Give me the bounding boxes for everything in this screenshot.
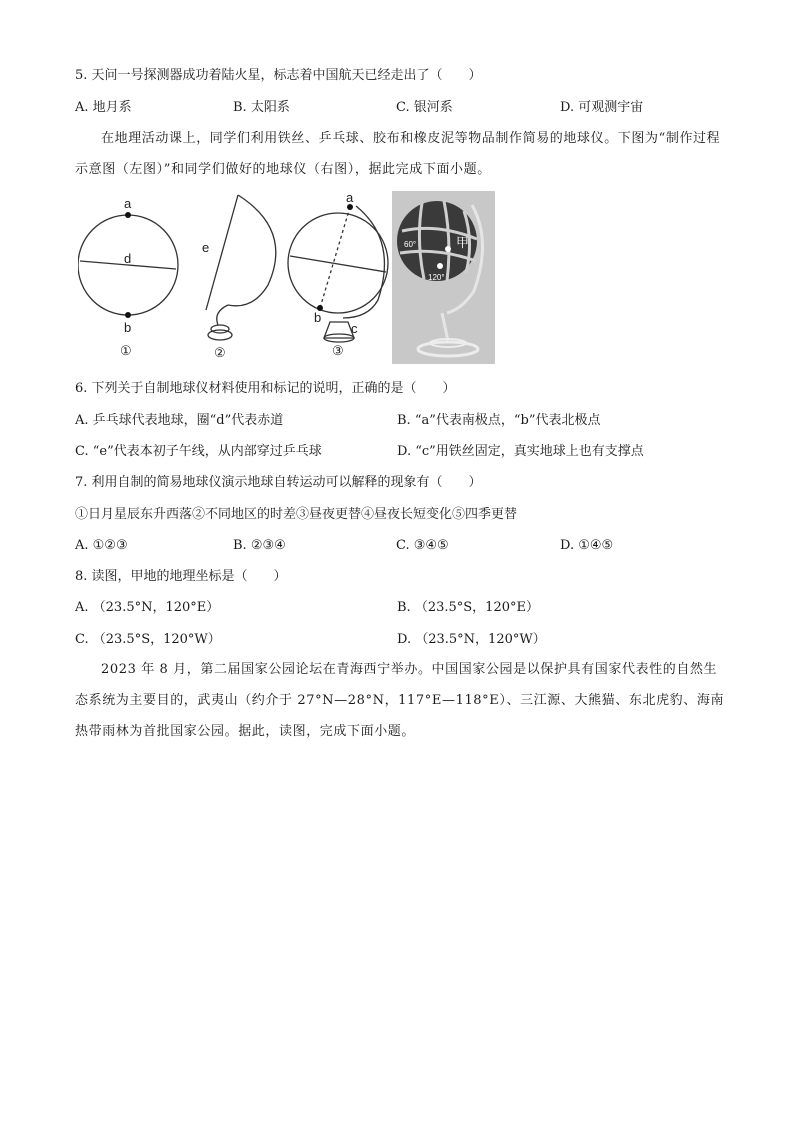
q8-option-c: C. （23.5°S，120°W） bbox=[75, 632, 221, 647]
q7-option-b: B. ②③④ bbox=[233, 538, 286, 553]
q6-stem: 6. 下列关于自制地球仪材料使用和标记的说明，正确的是（ ） bbox=[75, 381, 456, 396]
q7-items: ①日月星辰东升西落②不同地区的时差③昼夜更替④昼夜长短变化⑤四季更替 bbox=[75, 507, 518, 522]
label-60deg: 60° bbox=[404, 240, 417, 249]
q8-option-b: B. （23.5°S，120°E） bbox=[397, 600, 539, 615]
label-b: b bbox=[124, 320, 132, 335]
step-1-label: ① bbox=[120, 343, 132, 358]
q7-option-a: A. ①②③ bbox=[75, 538, 128, 553]
globe-photo-image bbox=[392, 191, 495, 364]
step2-wire-base bbox=[217, 305, 228, 325]
q5-stem: 5. 天问一号探测器成功着陆火星，标志着中国航天已经走出了（ ） bbox=[75, 68, 482, 83]
label-b-3: b bbox=[314, 310, 322, 325]
q6-option-a: A. 乒乓球代表地球，圈“d”代表赤道 bbox=[75, 413, 284, 428]
q7-option-d: D. ①④⑤ bbox=[560, 538, 614, 553]
intro-paragraph-1: 在地理活动课上，同学们利用铁丝、乒乓球、胶布和橡皮泥等物品制作简易的地球仪。下图为“制作过程示意图（左图）”和同学们做好的地球仪（右图），据此完成下面小题。 bbox=[75, 131, 721, 177]
q5-option-d: D. 可观测宇宙 bbox=[560, 100, 644, 115]
step-2-label: ② bbox=[214, 345, 226, 360]
step3-wire-arc bbox=[343, 206, 384, 318]
q6-option-c: C. “e”代表本初子午线，从内部穿过乒乓球 bbox=[75, 444, 322, 459]
q7-stem: 7. 利用自制的简易地球仪演示地球自转运动可以解释的现象有（ ） bbox=[75, 475, 482, 490]
step3-axis bbox=[320, 207, 350, 308]
label-jia: 甲 bbox=[456, 235, 470, 250]
q5-option-a: A. 地月系 bbox=[75, 100, 132, 115]
label-a: a bbox=[124, 196, 132, 211]
label-d: d bbox=[124, 251, 132, 266]
q8-stem: 8. 读图，甲地的地理坐标是（ ） bbox=[75, 569, 287, 584]
step3-circle bbox=[288, 213, 388, 313]
q5-option-b: B. 太阳系 bbox=[233, 100, 290, 115]
label-e: e bbox=[202, 240, 210, 255]
label-a-3: a bbox=[346, 190, 354, 205]
intro-paragraph-2: 2023 年 8 月，第二届国家公园论坛在青海西宁举办。中国国家公园是以保护具有国家代表性的自然生态系统为主要目的，武夷山（约介于 27°N—28°N，117°E—118°E）、三江源、大熊猫、东北虎豹、海南热带雨林为首批国家公园。据此，读图，完成下面小题。 bbox=[75, 662, 725, 739]
step3-equator bbox=[290, 256, 386, 272]
q6-option-d: D. “c”用铁丝固定，真实地球上也有支撑点 bbox=[397, 444, 644, 459]
step2-wire-arc bbox=[228, 195, 276, 306]
globe-photo bbox=[392, 191, 495, 364]
q7-option-c: C. ③④⑤ bbox=[396, 538, 449, 553]
q5-option-c: C. 银河系 bbox=[396, 100, 453, 115]
q8-option-d: D. （23.5°N，120°W） bbox=[397, 632, 546, 647]
step-3-label: ③ bbox=[332, 343, 344, 358]
label-120deg: 120° bbox=[428, 273, 445, 282]
step2-wire-e bbox=[206, 195, 238, 310]
q6-option-b: B. “a”代表南极点，“b”代表北极点 bbox=[397, 413, 601, 428]
q8-option-a: A. （23.5°N，120°E） bbox=[75, 600, 220, 615]
label-c: c bbox=[351, 321, 358, 336]
